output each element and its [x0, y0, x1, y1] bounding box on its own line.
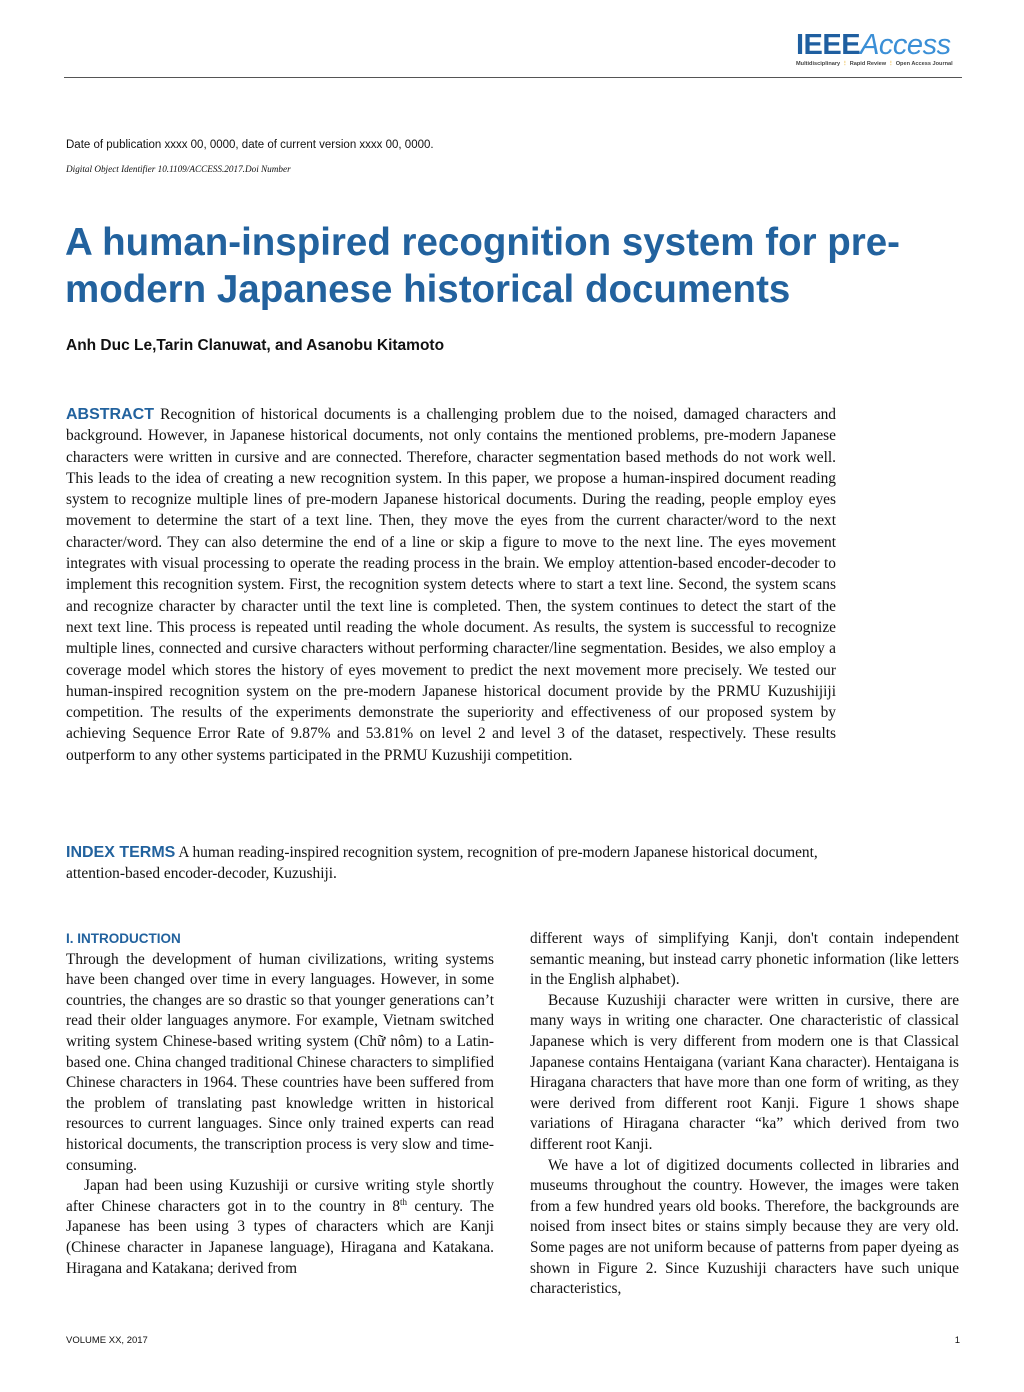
body-column-left — [66, 929, 494, 1279]
ieee-access-logo — [796, 30, 958, 67]
logo-separator-2: ⋮ — [888, 61, 894, 67]
logo-ieee-text: IEEE — [796, 29, 861, 61]
abstract-label: ABSTRACT — [66, 406, 154, 423]
logo-wordmark — [796, 30, 958, 60]
author-list: Anh Duc Le,Tarin Clanuwat, and Asanobu Kitamoto — [66, 337, 445, 354]
intro-paragraph-2-end: century. The Japanese has been using 3 types of characters which are Kanji (Chinese character in Japanese language), Hiragana and Katakana. Hiragana and Katakana; derived from — [66, 1197, 494, 1277]
superscript-th: th — [400, 1196, 408, 1207]
doi-line: Digital Object Identifier 10.1109/ACCESS.2017.Doi Number — [66, 164, 291, 174]
index-terms — [66, 842, 836, 885]
footer-volume: VOLUME XX, 2017 — [66, 1335, 148, 1346]
header-rule — [64, 77, 962, 78]
logo-tagline — [796, 61, 958, 67]
intro-paragraph-2 — [66, 1176, 494, 1279]
index-terms-label: INDEX TERMS — [66, 844, 176, 861]
intro-paragraph-2-start: Japan had been using Kuzushiji or cursive writing style shortly after Chinese characters got in to the country in 8 — [66, 1177, 494, 1215]
publication-date: Date of publication xxxx 00, 0000, date of current version xxxx 00, 0000. — [66, 139, 434, 151]
logo-separator-1: ⋮ — [842, 61, 848, 67]
footer-page-number: 1 — [954, 1335, 960, 1346]
intro-paragraph-3: different ways of simplifying Kanji, don't contain independent semantic meaning, but instead carry phonetic information (like letters in the English alphabet). — [530, 930, 959, 989]
logo-tagline-3: Open Access Journal — [895, 61, 953, 67]
index-terms-text: A human reading-inspired recognition system, recognition of pre-modern Japanese historical document, attention-based encoder-decoder, Kuzushiji. — [66, 844, 818, 883]
logo-tagline-2: Rapid Review — [849, 61, 887, 67]
abstract — [66, 404, 836, 766]
body-column-right — [530, 929, 959, 1300]
abstract-text: Recognition of historical documents is a challenging problem due to the noised, damaged characters and background. However, in Japanese historical documents, not only contains the mentioned problems, pre-modern Japanese characters were written in cursive and are connected. Therefore, character segmentation based methods do not work well. This leads to the idea of creating a new recognition system. In this paper, we propose a human-inspired document reading system to recognize multiple lines of pre-modern Japanese historical documents. During the reading, people employ eyes movement to determine the start of a text line. Then, they move the eyes from the current character/word to the next character/word. They can also determine the end of a line or skip a figure to move to the next line. The eyes movement integrates with visual processing to operate the reading process in the brain. We employ attention-based encoder-decoder to implement this recognition system. First, the recognition system detects where to start a text line. Second, the system scans and recognize character by character until the text line is completed. Then, the system continues to detect the start of the next text line. This process is repeated until reading the whole document. As results, the system is successful to recognize multiple lines, connected and cursive characters without performing character/line segmentation. Besides, we also employ a coverage model which stores the history of eyes movement to predict the next movement more precisely. We tested our human-inspired recognition system on the pre-modern Japanese historical document provide by the PRMU Kuzushijiji competition. The results of the experiments demonstrate the superiority and effectiveness of our proposed system by achieving Sequence Error Rate of 9.87% and 53.81% on level 2 and level 3 of the dataset, respectively. These results outperform to any other systems participated in the PRMU Kuzushiji competition. — [66, 406, 836, 764]
intro-paragraph-5: We have a lot of digitized documents collected in libraries and museums throughout the country. However, the images were taken from a few hundred years old books. Therefore, the backgrounds are noised from insect bites or stains simply because they are very old. Some pages are not uniform because of patterns from paper dyeing as shown in Figure 2. Since Kuzushiji characters have such unique characteristics, — [530, 1156, 959, 1298]
paper-title: A human-inspired recognition system for pre-modern Japanese historical documents — [65, 221, 900, 311]
section-heading-introduction: I. INTRODUCTION — [66, 931, 181, 946]
logo-tagline-1: Multidisciplinary — [796, 61, 841, 67]
logo-access-text: Access — [860, 29, 951, 61]
intro-paragraph-1: Through the development of human civilizations, writing systems have been changed over time in every languages. However, in some countries, the changes are so drastic so that younger generations can’t read their older languages anymore. For example, Vietnam switched writing system Chinese-based writing system (Chữ nôm) to a Latin-based one. China changed traditional Chinese characters to simplified Chinese characters in 1964. These countries have been suffered from the problem of translating past knowledge written in historical resources to current languages. Since only trained experts can read historical documents, the transcription process is very slow and time-consuming. — [66, 950, 494, 1174]
intro-paragraph-4: Because Kuzushiji character were written in cursive, there are many ways in writing one character. One characteristic of classical Japanese which is very different from modern one is that Classical Japanese contains Hentaigana (variant Kana character). Hentaigana is Hiragana characters that have more than one form of writing, as they were derived from different root Kanji. Figure 1 shows shape variations of Hiragana character “ka” which derived from two different root Kanji. — [530, 991, 959, 1153]
